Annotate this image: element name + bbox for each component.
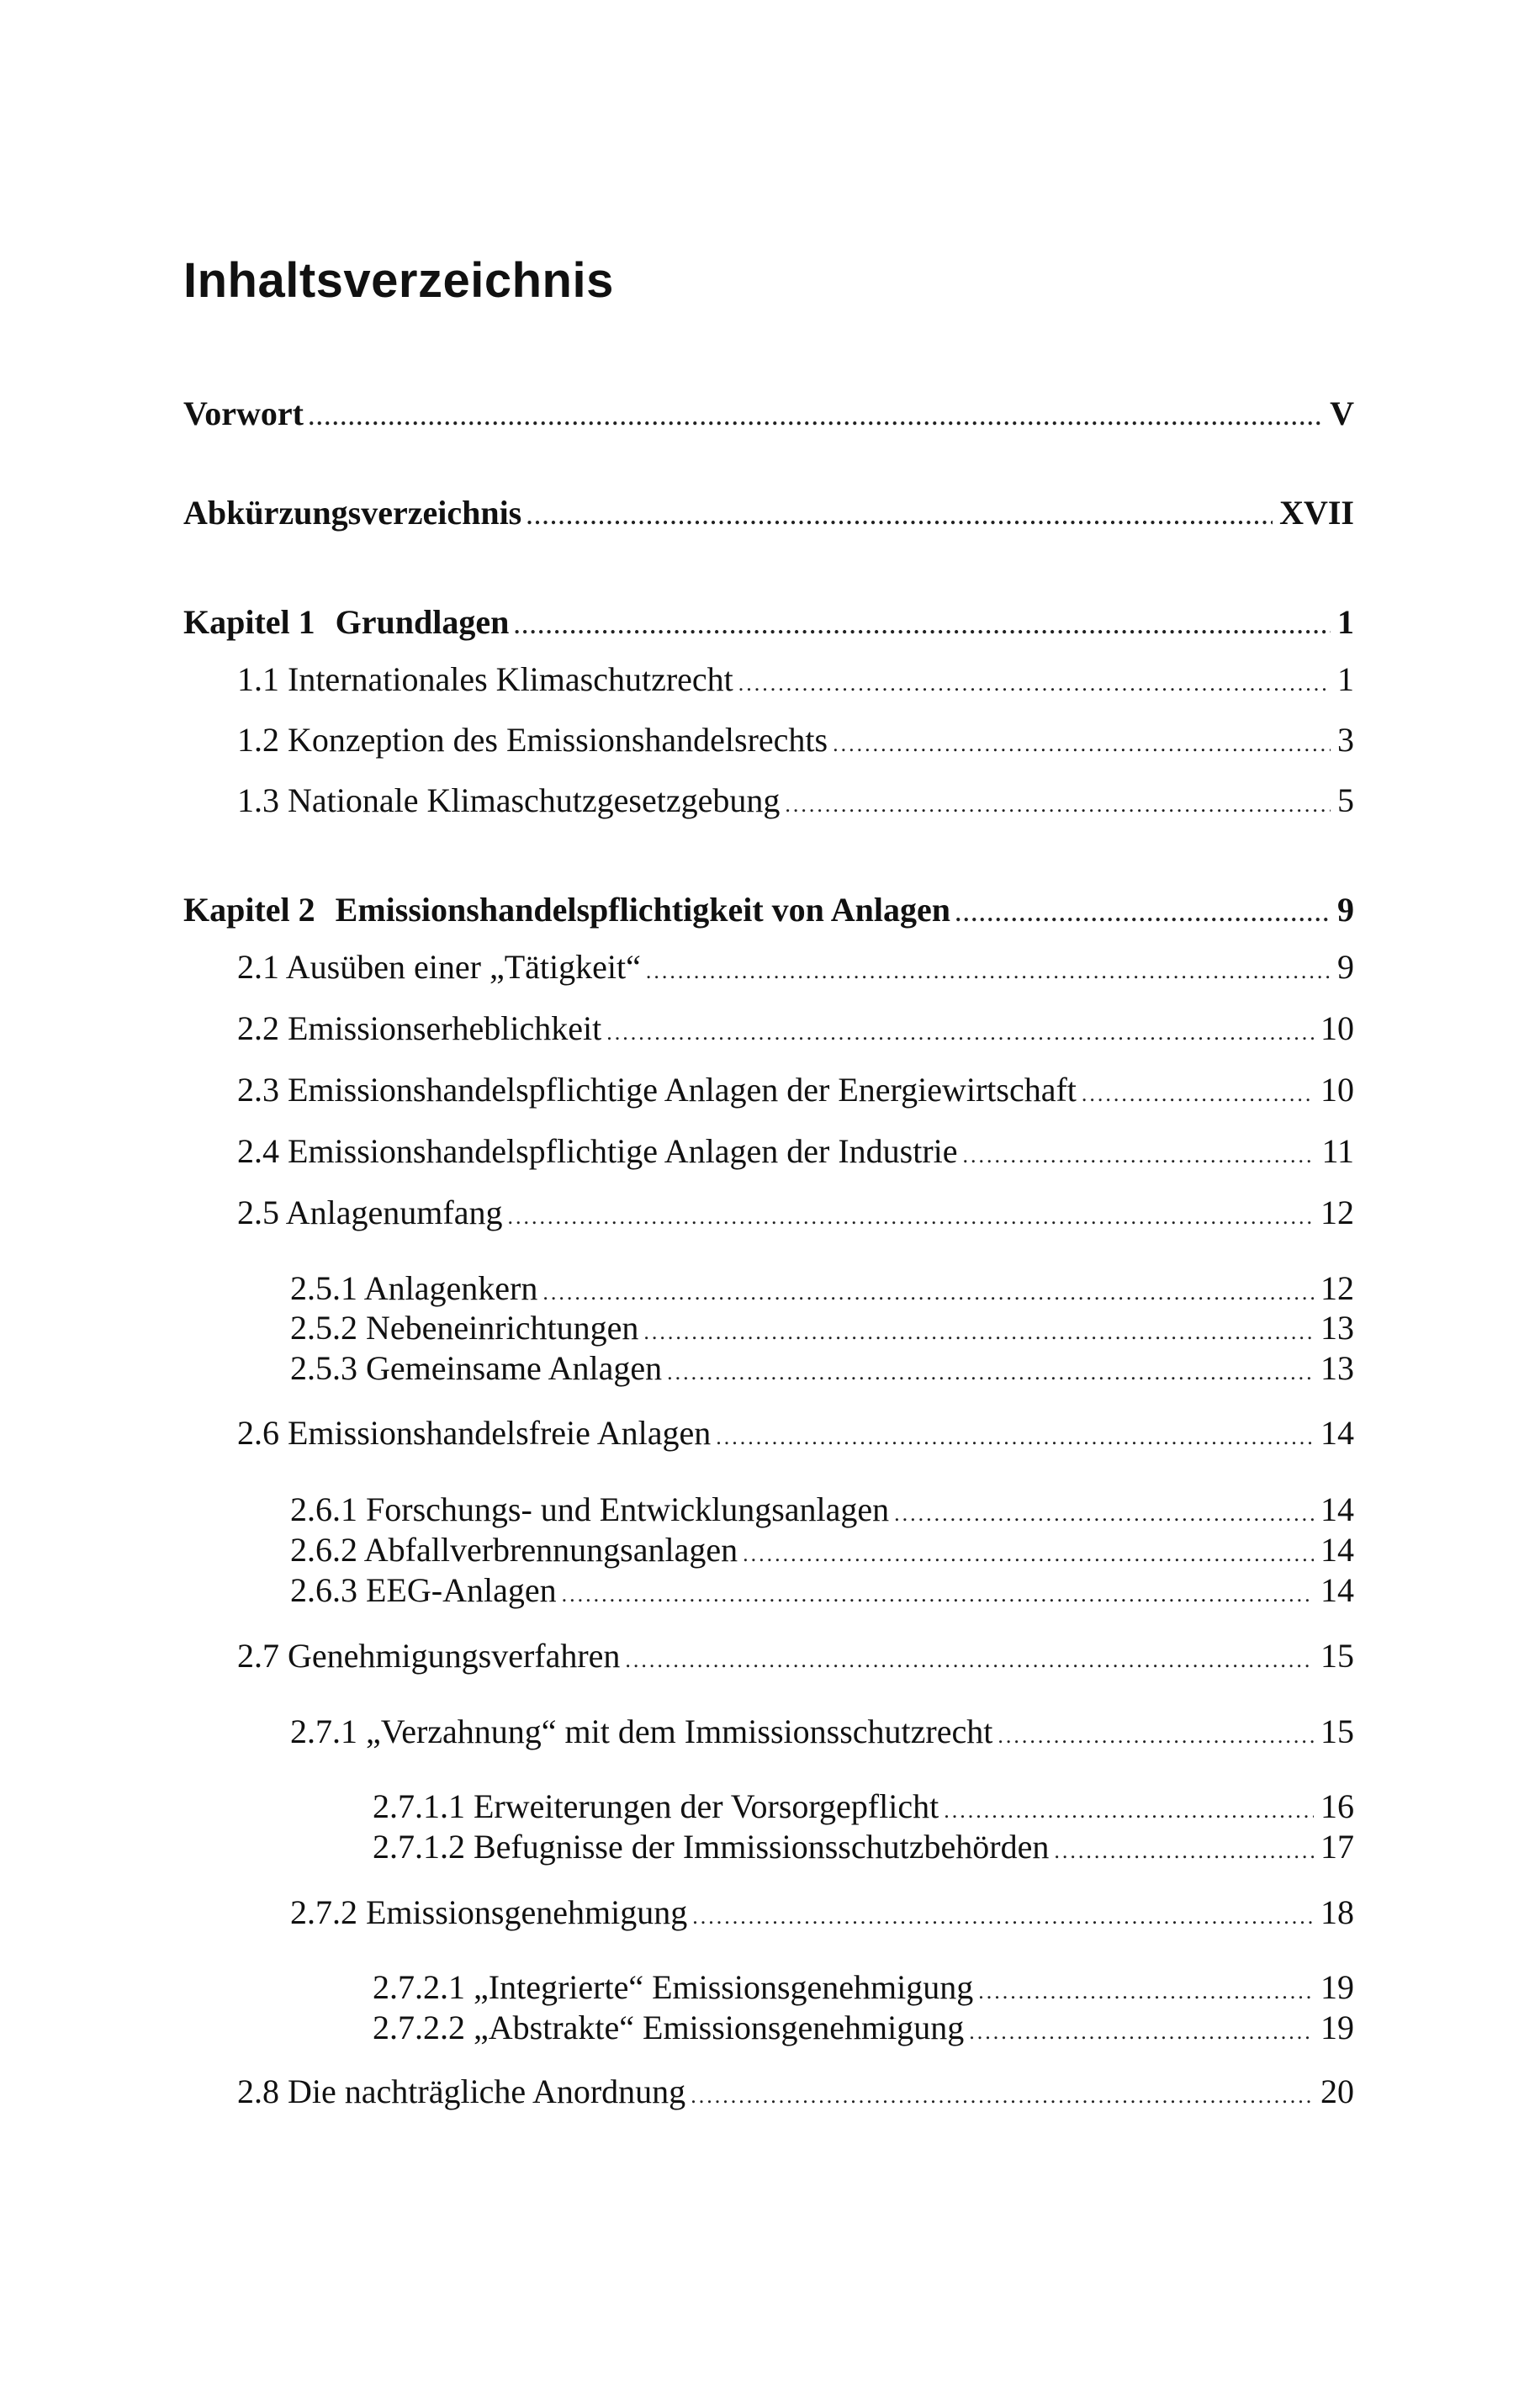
dot-leader (716, 1417, 1314, 1458)
toc-entry-2-4[interactable] (237, 1131, 1354, 1176)
toc-entry-page: 12 (1320, 1269, 1354, 1307)
toc-entry-page: 14 (1320, 1531, 1354, 1569)
page-title: Inhaltsverzeichnis (183, 253, 614, 308)
toc-entry-vorwort[interactable] (183, 394, 1354, 438)
dot-leader (833, 724, 1331, 765)
toc-entry-page: 19 (1320, 2009, 1354, 2046)
toc-entry-page: 9 (1337, 948, 1354, 986)
toc-entry-label: 2.5 Anlagenumfang (237, 1194, 503, 1231)
dot-leader (562, 1575, 1314, 1615)
toc-entry-page: 20 (1320, 2072, 1354, 2110)
toc-entry-label: 2.6.1 Forschungs- und Entwicklungsanlagen (290, 1490, 890, 1528)
toc-entry-1-3[interactable] (237, 781, 1354, 825)
toc-entry-label: 2.3 Emissionshandelspflichtige Anlagen der Energiewirtschaft (237, 1071, 1077, 1109)
toc-entry-2-8[interactable] (237, 2072, 1354, 2116)
toc-entry-page: 13 (1320, 1349, 1354, 1387)
toc-entry-label: 2.7.1.2 Befugnisse der Immissionsschutzbehörden (373, 1828, 1050, 1866)
toc-entry-2-7-2-2[interactable] (373, 2008, 1354, 2052)
toc-entry-label: Abkürzungsverzeichnis (183, 494, 522, 532)
toc-entry-label: 2.1 Ausüben einer „Tätigkeit“ (237, 948, 641, 986)
dot-leader (1082, 1074, 1314, 1114)
toc-entry-kapitel-1[interactable] (183, 602, 1354, 647)
toc-entry-label: 2.5.1 Anlagenkern (290, 1269, 538, 1307)
dot-leader (998, 1716, 1314, 1756)
toc-entry-page: 14 (1320, 1490, 1354, 1528)
toc-entry-label: 2.7.1.1 Erweiterungen der Vorsorgepflicht (373, 1787, 939, 1825)
toc-entry-page: 5 (1337, 781, 1354, 819)
toc-entry-2-7-1-2[interactable] (373, 1827, 1354, 1871)
toc-entry-label: 2.7.2.2 „Abstrakte“ Emissionsgenehmigung (373, 2009, 965, 2046)
toc-entry-page: 15 (1320, 1637, 1354, 1675)
toc-entry-page: 13 (1320, 1309, 1354, 1347)
toc-entry-2-7-1[interactable] (290, 1712, 1354, 1756)
toc-entry-page: 9 (1337, 891, 1354, 929)
dot-leader (692, 1897, 1314, 1937)
dot-leader (643, 1312, 1314, 1353)
dot-leader (743, 1534, 1314, 1575)
toc-entry-label: 1.3 Nationale Klimaschutzgesetzgebung (237, 781, 781, 819)
toc-entry-1-1[interactable] (237, 659, 1354, 704)
toc-entry-page: 1 (1337, 660, 1354, 698)
toc-entry-kapitel-2[interactable] (183, 890, 1354, 934)
toc-entry-label: 2.5.2 Nebeneinrichtungen (290, 1309, 639, 1347)
toc-entry-label: 2.7.1 „Verzahnung“ mit dem Immissionsschutzrecht (290, 1712, 993, 1750)
dot-leader (963, 1135, 1315, 1176)
toc-entry-2-6[interactable] (237, 1413, 1354, 1458)
toc-entry-page: V (1330, 394, 1354, 432)
toc-entry-label: 2.2 Emissionserheblichkeit (237, 1009, 602, 1047)
chapter-number: Kapitel 1 (183, 603, 315, 641)
toc-entry-2-6-2[interactable] (290, 1530, 1354, 1575)
dot-leader (625, 1640, 1314, 1681)
dot-leader (969, 2012, 1314, 2052)
toc-entry-2-7[interactable] (237, 1636, 1354, 1681)
toc-entry-page: 10 (1320, 1071, 1354, 1109)
dot-leader (514, 606, 1331, 647)
dot-leader (955, 894, 1331, 934)
toc-entry-label: 2.4 Emissionshandelspflichtige Anlagen der Industrie (237, 1132, 958, 1170)
toc-entry-label: Vorwort (183, 394, 304, 432)
toc-entry-page: 11 (1321, 1132, 1354, 1170)
toc-entry-2-6-3[interactable] (290, 1570, 1354, 1615)
dot-leader (646, 951, 1331, 992)
toc-entry-page: 18 (1320, 1893, 1354, 1931)
toc-entry-2-1[interactable] (237, 947, 1354, 992)
toc-entry-page: 19 (1320, 1968, 1354, 2006)
toc-entry-1-2[interactable] (237, 720, 1354, 765)
toc-entry-page: 14 (1320, 1571, 1354, 1609)
dot-leader (667, 1353, 1314, 1393)
dot-leader (542, 1273, 1314, 1313)
toc-entry-label: 2.5.3 Gemeinsame Anlagen (290, 1349, 663, 1387)
toc-entry-2-3[interactable] (237, 1070, 1354, 1114)
dot-leader (785, 785, 1331, 825)
toc-entry-2-2[interactable] (237, 1008, 1354, 1053)
toc-entry-page: 3 (1337, 721, 1354, 759)
toc-entry-2-5-3[interactable] (290, 1348, 1354, 1393)
toc-entry-page: 10 (1320, 1009, 1354, 1047)
toc-entry-2-5[interactable] (237, 1193, 1354, 1237)
dot-leader (738, 664, 1331, 704)
toc-entry-label: 2.6.2 Abfallverbrennungsanlagen (290, 1531, 738, 1569)
toc-entry-abkuerzungsverzeichnis[interactable] (183, 493, 1354, 537)
toc-entry-page: 12 (1320, 1194, 1354, 1231)
dot-leader (606, 1013, 1314, 1053)
toc-entry-label: 2.7.2 Emissionsgenehmigung (290, 1893, 688, 1931)
dot-leader (944, 1791, 1314, 1831)
toc-entry-label: 2.7.2.1 „Integrierte“ Emissionsgenehmigung (373, 1968, 974, 2006)
dot-leader (508, 1197, 1315, 1237)
toc-entry-page: 1 (1337, 603, 1354, 641)
toc-entry-2-6-1[interactable] (290, 1490, 1354, 1534)
chapter-title: Emissionshandelspflichtigkeit von Anlagen (335, 891, 950, 929)
toc-entry-page: XVII (1279, 494, 1354, 532)
dot-leader (309, 398, 1323, 438)
toc-entry-label: 1.1 Internationales Klimaschutzrecht (237, 660, 733, 698)
toc-entry-label: 2.6.3 EEG-Anlagen (290, 1571, 557, 1609)
toc-entry-page: 15 (1320, 1712, 1354, 1750)
dot-leader (978, 1972, 1314, 2012)
toc-entry-label: 2.8 Die nachträgliche Anordnung (237, 2072, 686, 2110)
dot-leader (1054, 1831, 1314, 1871)
toc-entry-label (183, 602, 509, 643)
dot-leader (894, 1494, 1314, 1534)
toc-entry-2-7-1-1[interactable] (373, 1787, 1354, 1831)
toc-entry-label: 1.2 Konzeption des Emissionshandelsrechts (237, 721, 828, 759)
toc-entry-2-5-1[interactable] (290, 1268, 1354, 1313)
toc-entry-label (183, 890, 950, 930)
dot-leader (527, 497, 1273, 537)
toc-entry-2-5-2[interactable] (290, 1308, 1354, 1353)
toc-entry-page: 14 (1320, 1414, 1354, 1452)
dot-leader (691, 2076, 1314, 2116)
toc-entry-page: 17 (1320, 1828, 1354, 1866)
toc-entry-2-7-2[interactable] (290, 1892, 1354, 1937)
toc-entry-2-7-2-1[interactable] (373, 1967, 1354, 2012)
chapter-number: Kapitel 2 (183, 891, 315, 929)
toc-entry-label: 2.7 Genehmigungsverfahren (237, 1637, 621, 1675)
toc-entry-label: 2.6 Emissionshandelsfreie Anlagen (237, 1414, 712, 1452)
chapter-title: Grundlagen (335, 603, 510, 641)
toc-entry-page: 16 (1320, 1787, 1354, 1825)
